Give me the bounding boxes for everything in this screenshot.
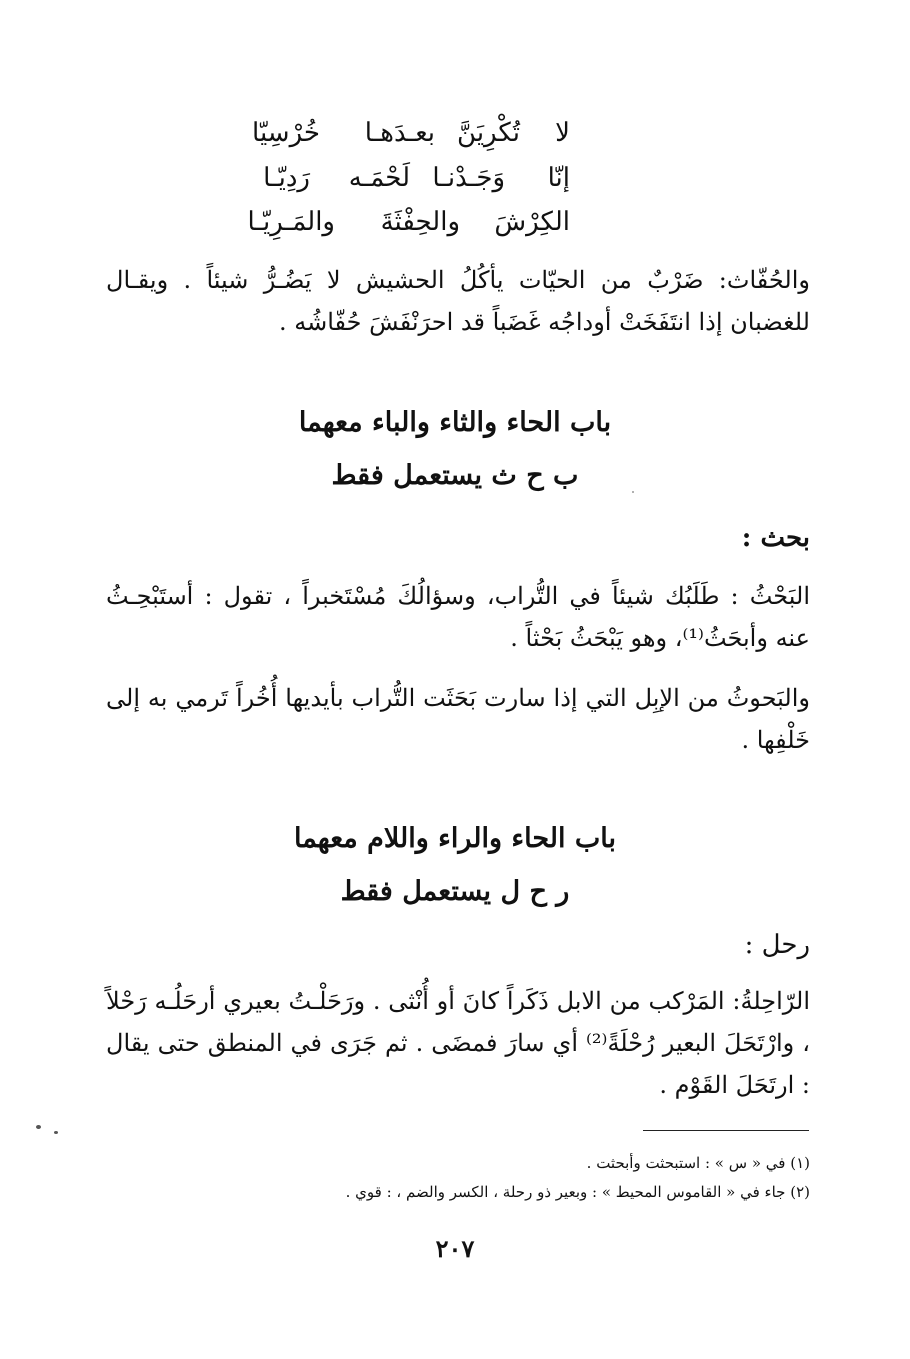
poem-word: بعـدَهـا	[364, 118, 435, 148]
paragraph-rahila: الرّاحِلةُ: المَرْكب من الابل ذَكَراً كانَ أو أُنْثى . ورَحَلْـتُ بعيري أرحَلُـه رَحْلاً ، وارْتَحَلَ البعير رُحْلَةً⁽²⁾ أي سارَ فمضَى . ثم جَرَى في المنطق حتى يقال : ارتَحَلَ القَوْم .	[106, 987, 811, 1099]
poem-word: والمَـرِيّـا	[247, 207, 335, 237]
poem-line	[230, 207, 570, 247]
poem-word: والحِفْثَةَ	[380, 207, 460, 237]
paragraph-buhuth: والبَحوثُ من الإبِل التي إذا سارت بَحَثَت التُّراب بأيديها أُخُراً تَرمي به إلى خَلْفِها .	[106, 684, 810, 754]
page-number: ٢٠٧	[435, 1234, 475, 1263]
poem-line	[230, 118, 570, 158]
scan-speck	[632, 491, 634, 493]
entry-heading-bahth: بحث :	[741, 523, 810, 553]
paragraph-hufaat: والحُفّاث: ضَرْبٌ من الحيّات يأكُلُ الحشيش لا يَضُـرُّ شيئاً . ويقـال للغضبان إذا انتَفَخَتْ أوداجُه غَضَباً قد احرَنْفَشَ حُفّاشُه .	[106, 266, 810, 336]
scan-speck	[54, 1131, 58, 1134]
footnote: (٢) جاء في « القاموس المحيط » : وبعير ذو رحلة ، الكسر والضم ، : قوي .	[345, 1183, 810, 1201]
section-title: باب الحاء والراء واللام معهما	[293, 823, 617, 854]
section-subtitle: ر ح ل يستعمل فقط	[340, 876, 570, 907]
poem-word: وَجَـدْنـا	[432, 163, 505, 193]
poem-word: خُرْسِيّا	[252, 118, 320, 148]
scan-speck	[36, 1125, 41, 1129]
entry-heading-rahl: رحل :	[744, 930, 810, 960]
poem-word: تُكْرِيَنَّ	[457, 118, 520, 148]
poem-word: الكِرْشَ	[494, 207, 570, 237]
section-subtitle: ب ح ث يستعمل فقط	[331, 460, 579, 491]
poem-word: لا	[555, 118, 570, 148]
poem-word: لَحْمَـه	[348, 163, 410, 193]
paragraph-bahth: البَحْثُ : طَلَبُك شيئاً في التُّراب، وسؤالُكَ مُسْتَخبراً ، تقول : أستَبْحِـثُ عنه وأبحَثُ⁽¹⁾، وهو يَبْحَثُ بَحْثاً .	[106, 582, 810, 652]
poem-word: رَدِيّـا	[263, 163, 310, 193]
section-title: باب الحاء والثاء والباء معهما	[298, 407, 612, 438]
footnote-divider	[643, 1130, 809, 1131]
footnote: (١) في « س » : استبحثت وأبحثت .	[586, 1154, 810, 1172]
poem-line	[230, 163, 570, 203]
poem-word: إنّا	[547, 163, 570, 193]
